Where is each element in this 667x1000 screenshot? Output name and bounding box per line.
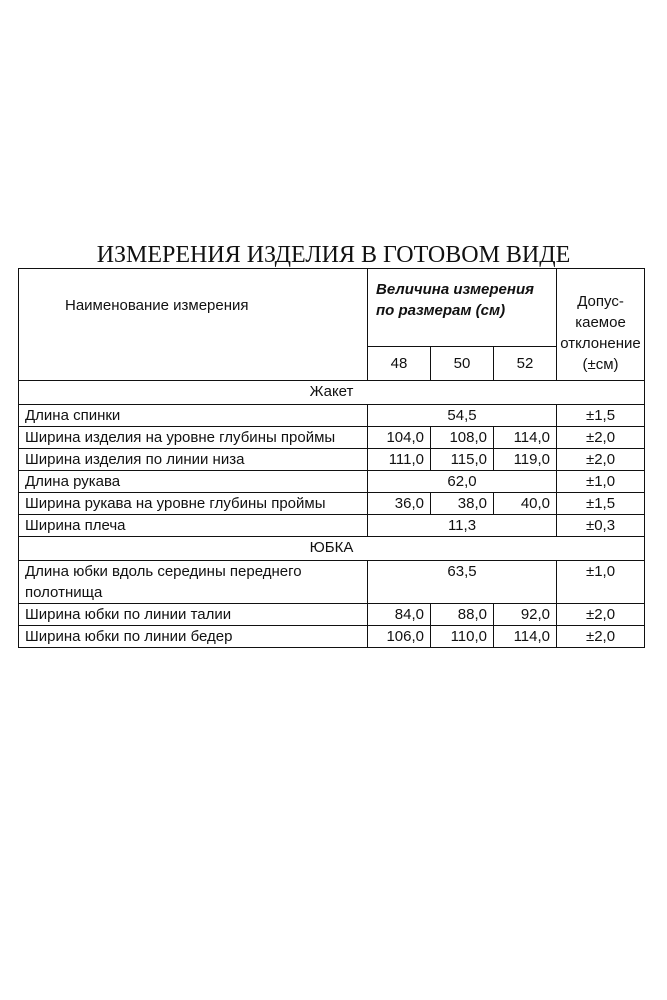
table-row xyxy=(19,493,645,515)
measurement-value: 63,5 xyxy=(368,561,557,604)
measurement-value: 108,0 xyxy=(431,427,494,449)
measurement-value: 11,3 xyxy=(368,515,557,537)
measurement-value: 38,0 xyxy=(431,493,494,515)
table-row xyxy=(19,427,645,449)
header-name: Наименование измерения xyxy=(19,269,368,381)
section-title: Жакет xyxy=(19,381,645,405)
tolerance-value: ±1,5 xyxy=(557,405,645,427)
measurement-name: Ширина изделия на уровне глубины проймы xyxy=(19,427,368,449)
tolerance-value: ±1,0 xyxy=(557,471,645,493)
table-row xyxy=(19,449,645,471)
measurement-value: 36,0 xyxy=(368,493,431,515)
header-size: 52 xyxy=(494,347,557,381)
measurement-value: 92,0 xyxy=(494,604,557,626)
measurements-table xyxy=(18,268,645,648)
header-tolerance: Допус-каемое отклонение (±см) xyxy=(557,269,645,381)
measurement-value: 111,0 xyxy=(368,449,431,471)
measurement-value: 106,0 xyxy=(368,626,431,648)
table-row xyxy=(19,471,645,493)
measurement-name: Ширина рукава на уровне глубины проймы xyxy=(19,493,368,515)
measurement-value: 40,0 xyxy=(494,493,557,515)
measurement-value: 119,0 xyxy=(494,449,557,471)
measurement-value: 62,0 xyxy=(368,471,557,493)
table-row xyxy=(19,604,645,626)
section-title: ЮБКА xyxy=(19,537,645,561)
measurement-value: 110,0 xyxy=(431,626,494,648)
measurement-value: 54,5 xyxy=(368,405,557,427)
header-value: Величина измерения по размерам (см) xyxy=(368,269,557,347)
page-title: ИЗМЕРЕНИЯ ИЗДЕЛИЯ В ГОТОВОМ ВИДЕ xyxy=(96,242,571,268)
tolerance-value: ±1,0 xyxy=(557,561,645,604)
measurement-name: Ширина изделия по линии низа xyxy=(19,449,368,471)
measurement-name: Длина рукава xyxy=(19,471,368,493)
measurement-name: Ширина юбки по линии бедер xyxy=(19,626,368,648)
measurement-value: 114,0 xyxy=(494,427,557,449)
tolerance-value: ±2,0 xyxy=(557,626,645,648)
measurement-value: 84,0 xyxy=(368,604,431,626)
measurement-name: Длина спинки xyxy=(19,405,368,427)
table-row xyxy=(19,626,645,648)
tolerance-value: ±2,0 xyxy=(557,449,645,471)
table-row xyxy=(19,561,645,604)
measurement-value: 114,0 xyxy=(494,626,557,648)
tolerance-value: ±2,0 xyxy=(557,604,645,626)
tolerance-value: ±2,0 xyxy=(557,427,645,449)
measurement-name: Ширина юбки по линии талии xyxy=(19,604,368,626)
measurement-name: Ширина плеча xyxy=(19,515,368,537)
header-size: 50 xyxy=(431,347,494,381)
tolerance-value: ±1,5 xyxy=(557,493,645,515)
measurement-name: Длина юбки вдоль середины переднего полотнища xyxy=(19,561,368,604)
measurement-value: 104,0 xyxy=(368,427,431,449)
measurement-value: 88,0 xyxy=(431,604,494,626)
table-row xyxy=(19,405,645,427)
header-size: 48 xyxy=(368,347,431,381)
measurement-value: 115,0 xyxy=(431,449,494,471)
table-row xyxy=(19,515,645,537)
tolerance-value: ±0,3 xyxy=(557,515,645,537)
